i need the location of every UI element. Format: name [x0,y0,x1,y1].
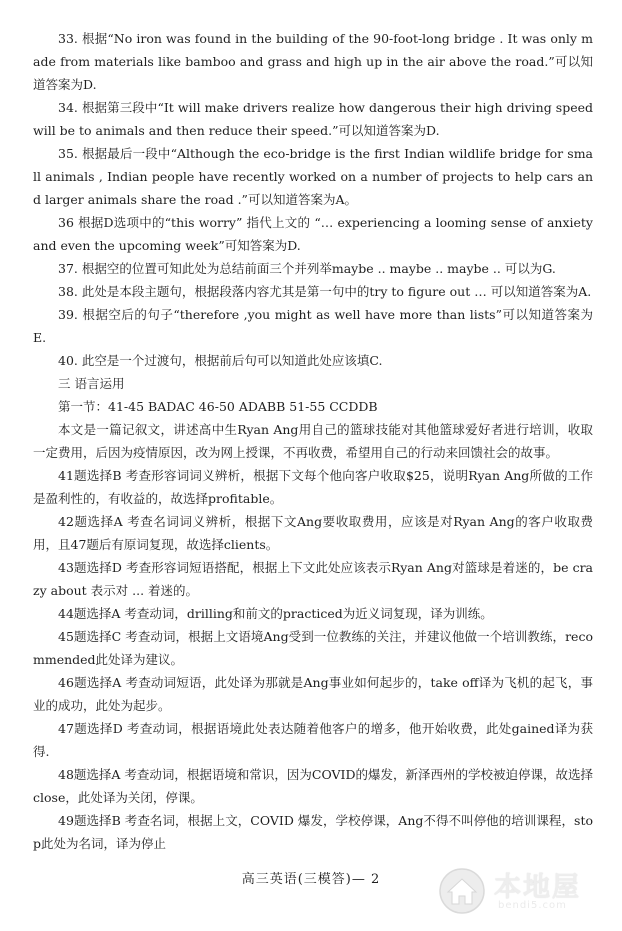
explanation-33: 33. 根据“No iron was found in the building of the 90-foot-long bridge . It was only made from materials like bamboo and grass and high up in the air above the road.”可以知道答案为D. [33,31,593,92]
explanation-38: 38. 此处是本段主题句，根据段落内容尤其是第一句中的try to figure out … 可以知道答案为A. [58,284,592,299]
section-one-answer-key: 第一节：41-45 BADAC 46-50 ADABB 51-55 CCDDB [58,399,378,414]
explanation-46: 46题选择A 考查动词短语，此处译为那就是Ang事业如何起步的，take off译为飞机的起飞，事业的成功，此处为起步。 [33,675,593,713]
explanation-49: 49题选择B 考查名词，根据上文，COVID 爆发，学校停课，Ang不得不叫停他的培训课程，stop此处为名词，译为停止 [33,813,593,851]
explanation-34: 34. 根据第三段中“It will make drivers realize how dangerous their high driving speed will be to animals and then reduce their speed.”可以知道答案为D. [33,100,593,138]
explanation-41: 41题选择B 考查形容词词义辨析，根据下文每个他向客户收取$25，说明Ryan Ang所做的工作是盈利性的，有收益的，故选择profitable。 [33,468,593,506]
explanation-36: 36 根据D选项中的“this worry” 指代上文的 “… experiencing a looming sense of anxiety and even the upcoming week”可知答案为D. [33,215,593,253]
explanation-42: 42题选择A 考查名词词义辨析，根据下文Ang要收取费用，应该是对Ryan Ang的客户收取费用，且47题后有原词复现，故选择clients。 [33,514,593,552]
explanation-39: 39. 根据空后的句子“therefore ,you might as well have more than lists”可以知道答案为E. [33,307,593,345]
site-watermark [436,859,608,921]
explanation-45: 45题选择C 考查动词，根据上文语境Ang受到一位教练的关注，并建议他做一个培训教练，recommended此处译为建议。 [33,629,593,667]
answer-explanations [33,27,593,855]
section-heading-language-use: 三 语言运用 [58,376,125,391]
passage-summary: 本文是一篇记叙文，讲述高中生Ryan Ang用自己的篮球技能对其他篮球爱好者进行培训，收取一定费用，后因为疫情原因，改为网上授课，不再收费，希望用自己的行动来回馈社会的故事。 [33,422,593,460]
explanation-40: 40. 此空是一个过渡句，根据前后句可以知道此处应该填C. [58,353,383,368]
explanation-35: 35. 根据最后一段中“Although the eco-bridge is the first Indian wildlife bridge for small animals , Indian people have recently worked on a number of projects to help cars and larger animals share the road .”可以知道答案为A。 [33,146,593,207]
page-footer: 高三英语(三模答)— 2 [241,872,381,887]
house-logo-icon [438,867,486,915]
watermark-title: 本地屋 [494,872,581,903]
watermark-url: bendi5.com [498,900,567,911]
explanation-48: 48题选择A 考查动词，根据语境和常识，因为COVID的爆发，新泽西州的学校被迫停课，故选择close，此处译为关闭，停课。 [33,767,593,805]
explanation-43: 43题选择D 考查形容词短语搭配，根据上下文此处应该表示Ryan Ang对篮球是着迷的，be crazy about 表示对 ... 着迷的。 [33,560,593,598]
explanation-44: 44题选择A 考查动词，drilling和前文的practiced为近义词复现，译为训练。 [58,606,493,621]
explanation-47: 47题选择D 考查动词，根据语境此处表达随着他客户的增多，他开始收费，此处gained译为获得. [33,721,593,759]
explanation-37: 37. 根据空的位置可知此处为总结前面三个并列举maybe .. maybe .. maybe .. 可以为G. [58,261,556,276]
